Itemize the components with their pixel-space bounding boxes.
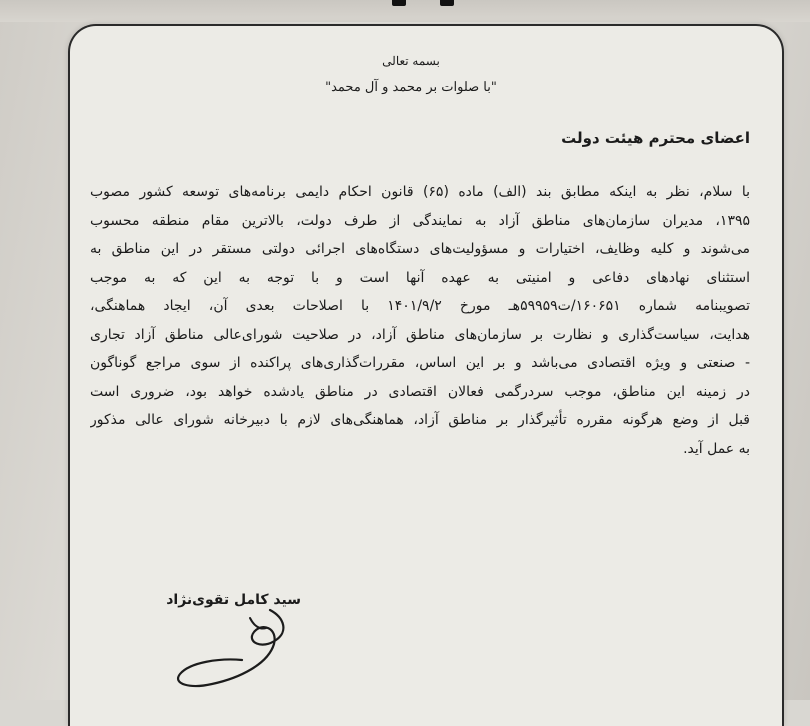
top-page-edge [0,0,810,22]
letter-body [90,178,750,463]
ink-mark [392,0,406,6]
body-line: هدایت، سیاست‌گذاری و نظارت بر سازمان‌های مناطق آزاد، در صلاحیت شورای‌عالی مناطق آزاد تجاری [90,326,750,343]
body-line: در زمینه این مناطق، موجب سردرگمی فعالان اقتصادی در مناطق یادشده خواهد بود، ضروری است [90,383,750,400]
body-line: - صنعتی و ویژه اقتصادی می‌باشد و بر این اساس، مقررات‌گذاری‌های پراکنده از سوی مراجع گوناگون [90,355,750,371]
salutation: اعضای محترم هیئت دولت [561,129,750,147]
signer-name: سید کامل تقوی‌نژاد [166,592,301,608]
handwritten-signature [150,580,310,700]
body-line: استثنای نهادهای دفاعی و امنیتی به عهده آنها است و با توجه به این که به موجب [90,269,750,286]
body-line: قبل از وضع هرگونه مقرره تأثیرگذار بر مناطق آزاد، هماهنگی‌های لازم با دبیرخانه شورای عالی مذکور [90,412,750,428]
body-line: با سلام، نظر به اینکه مطابق بند (الف) ماده (۶۵) قانون احکام دایمی برنامه‌های توسعه کشور مصوب [90,184,750,200]
body-line: ۱۳۹۵، مدیران سازمان‌های مناطق آزاد به نمایندگی از طرف دولت، بالاترین مقام منطقه محسوب [90,212,750,229]
salawat-line: "با صلوات بر محمد و آل محمد" [325,80,497,95]
ink-mark [440,0,454,6]
body-line: می‌شوند و کلیه وظایف، اختیارات و مسؤولیت‌های دستگاه‌های اجرائی دولتی مستقر در این مناطق به [90,241,750,257]
body-line: تصویبنامه شماره ۱۶۰۶۵۱/ت۵۹۹۵۹هـ مورخ ۱۴۰۱/۹/۲ با اصلاحات بعدی آن، ایجاد هماهنگی، [90,298,750,314]
body-line: به عمل آید. [683,440,750,457]
basmala: بسمه تعالی [382,54,440,68]
